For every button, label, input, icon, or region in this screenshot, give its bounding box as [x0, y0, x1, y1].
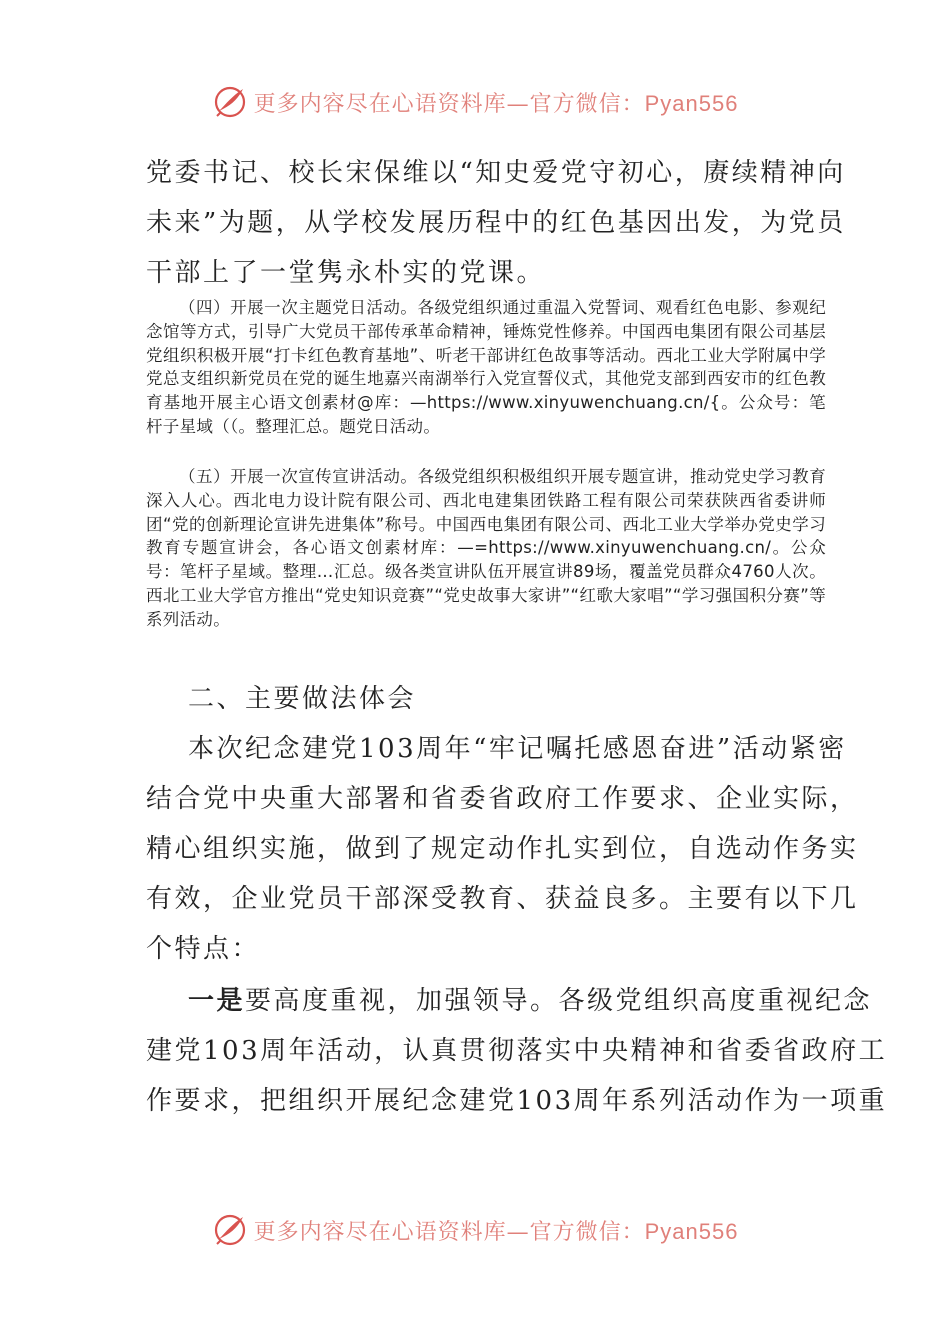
body-line: 有效，企业党员干部深受教育、获益良多。主要有以下几 [146, 884, 859, 914]
watermark-text: 更多内容尽在心语资料库—官方微信：Pyan556 [253, 1218, 739, 1245]
body-line: 本次纪念建党103周年“牢记嘱托感恩奋进”活动紧密 [188, 734, 847, 764]
point-one-lead: 一是 [188, 986, 246, 1016]
watermark-banner-top [0, 80, 950, 124]
body-line: 党委书记、校长宋保维以“知史爱党守初心，赓续精神向 [146, 158, 846, 188]
body-line: 建党103周年活动，认真贯彻落实中央精神和省委省政府工 [146, 1036, 888, 1066]
watermark-banner-bottom [0, 1208, 950, 1252]
body-line: 干部上了一堂隽永朴实的党课。 [146, 258, 546, 288]
body-line: 个特点： [146, 934, 261, 964]
body-line: 作要求，把组织开展纪念建党103周年系列活动作为一项重 [146, 1086, 888, 1116]
item-four-paragraph: （四）开展一次主题党日活动。各级党组织通过重温入党誓词、观看红色电影、参观纪念馆等方式，引导广大党员干部传承革命精神，锤炼党性修养。中国西电集团有限公司基层党组织积极开展“打卡红色教育基地”、听老干部讲红色故事等活动。西北工业大学附属中学党总支组织新党员在党的诞生地嘉兴南湖举行入党宣誓仪式，其他党支部到西安市的红色教育基地开展主心语文创素材@库：—https://www.xinyuwenchuang.cn/{。公众号：笔杆子星域（（。整理汇总。题党日活动。 [146, 298, 826, 436]
quill-logo-icon [212, 1212, 248, 1248]
item-five-paragraph: （五）开展一次宣传宣讲活动。各级党组织积极组织开展专题宣讲，推动党史学习教育深入人心。西北电力设计院有限公司、西北电建集团铁路工程有限公司荣获陕西省委讲师团“党的创新理论宣讲先进集体”称号。中国西电集团有限公司、西北工业大学举办党史学习教育专题宣讲会，各心语文创素材库：—=https://www.xinyuwenchuang.cn/。公众号：笔杆子星域。整理…汇总。级各类宣讲队伍开展宣讲89场，覆盖党员群众4760人次。西北工业大学官方推出“党史知识竞赛”“党史故事大家讲”“红歌大家唱”“学习强国积分赛”等系列活动。 [146, 467, 826, 629]
watermark-text: 更多内容尽在心语资料库—官方微信：Pyan556 [253, 90, 739, 117]
point-one-line: 一是要高度重视，加强领导。各级党组织高度重视纪念 [188, 986, 873, 1016]
body-line: 结合党中央重大部署和省委省政府工作要求、企业实际， [146, 784, 859, 814]
body-line: 精心组织实施，做到了规定动作扎实到位，自选动作务实 [146, 834, 859, 864]
section-heading: 二、主要做法体会 [188, 684, 417, 714]
quill-logo-icon [212, 84, 248, 120]
body-line: 未来”为题，从学校发展历程中的红色基因出发，为党员 [146, 208, 846, 238]
